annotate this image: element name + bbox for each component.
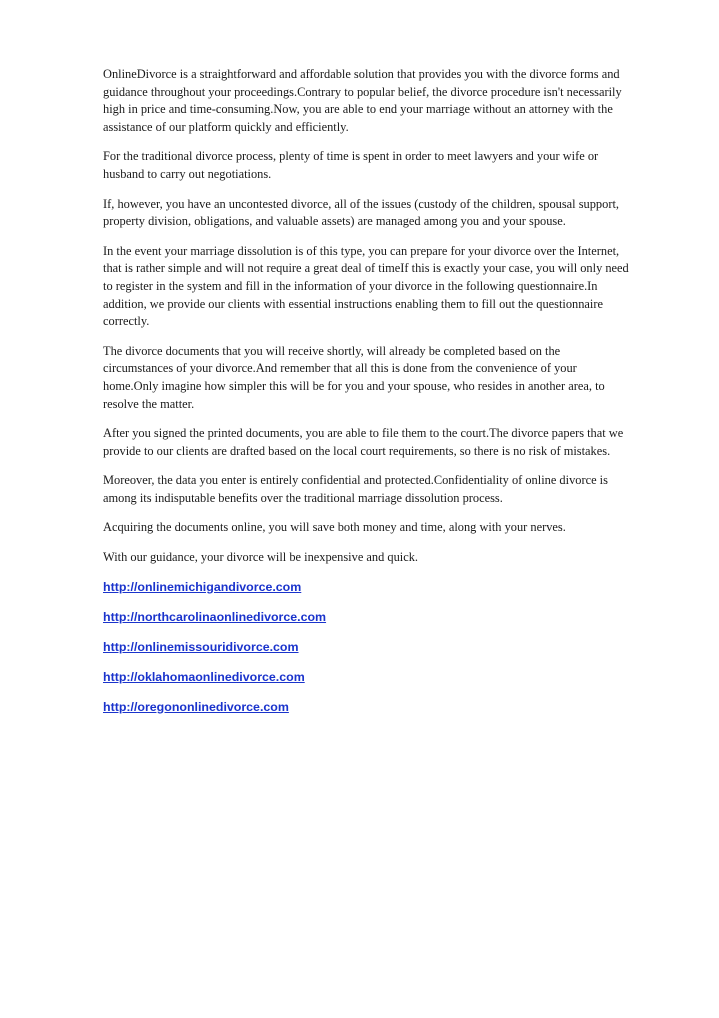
link-oregon[interactable]: http://oregononlinedivorce.com	[103, 699, 289, 714]
paragraph-confidentiality: Moreover, the data you enter is entirely confidential and protected.Confidentiality of online divorce is among its indisputable benefits over the traditional marriage dissolution process.	[103, 473, 608, 505]
paragraph-traditional-process: For the traditional divorce process, plenty of time is spent in order to meet lawyers and your wife or husband to carry out negotiations.	[103, 149, 599, 181]
paragraph-savings: Acquiring the documents online, you will save both money and time, along with your nerves.	[103, 520, 566, 535]
paragraph-filing: After you signed the printed documents, you are able to file them to the court.The divorce papers that we provide to our clients are drafted based on the local court requirements, so there is no risk of mistakes.	[103, 426, 624, 458]
paragraph-divorce-documents: The divorce documents that you will receive shortly, will already be completed based on the circumstances of your divorce.And remember that all this is done from the convenience of your home.Only imagine how simpler this will be for you and your spouse, who resides in another area, to resolve the matter.	[103, 343, 605, 411]
paragraph-guidance: With our guidance, your divorce will be inexpensive and quick.	[103, 550, 419, 565]
link-north-carolina[interactable]: http://northcarolinaonlinedivorce.com	[103, 609, 327, 624]
paragraph-intro: OnlineDivorce is a straightforward and affordable solution that provides you with the divorce forms and guidance throughout your proceedings.Contrary to popular belief, the divorce procedure isn't necessarily high in price and time-consuming.Now, you are able to end your marriage without an attorney with the assistance of our platform quickly and efficiently.	[103, 67, 622, 134]
link-michigan[interactable]: http://onlinemichigandivorce.com	[103, 579, 302, 594]
link-oklahoma[interactable]: http://oklahomaonlinedivorce.com	[103, 669, 305, 684]
link-missouri[interactable]: http://onlinemissouridivorce.com	[103, 639, 299, 654]
paragraph-uncontested-divorce: If, however, you have an uncontested divorce, all of the issues (custody of the children, spousal support, property division, obligations, and valuable assets) are managed among you and your spouse.	[103, 196, 619, 229]
paragraph-online-preparation: In the event your marriage dissolution is of this type, you can prepare for your divorce over the Internet, that is rather simple and will not require a great deal of timeIf this is exactly your case, you will only need to register in the system and fill in the information of your divorce in the following questionnaire.In addition, we provide our clients with essential instructions enabling them to fill out the questionnaire correctly.	[103, 243, 629, 329]
document-body	[103, 66, 671, 729]
link-list	[103, 579, 671, 715]
